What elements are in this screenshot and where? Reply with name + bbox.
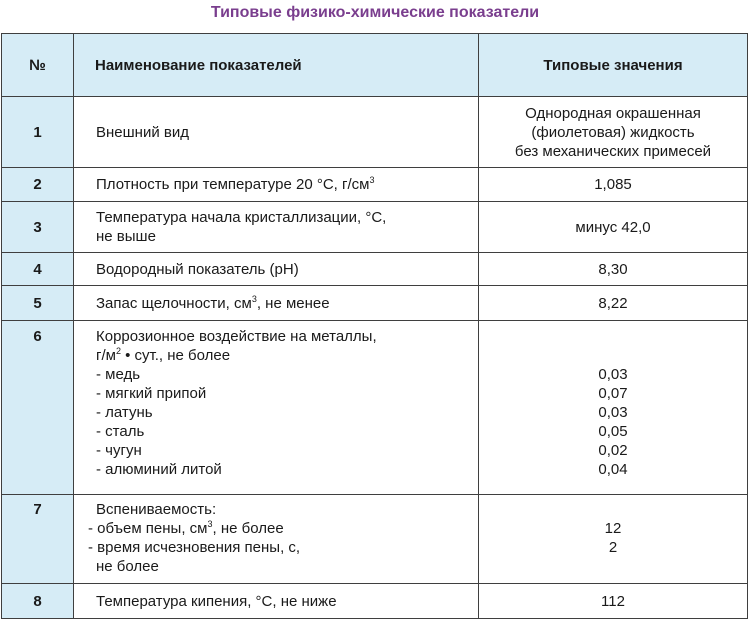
metal-item: - чугун [96, 442, 142, 459]
metal-item: - латунь [96, 404, 153, 421]
metal-item: - сталь [96, 423, 145, 440]
row-value: 112 [479, 584, 748, 619]
table-row [2, 202, 748, 253]
table-row [2, 168, 748, 202]
row-name: Плотность при температуре 20 °С, $г/см^3$ [74, 168, 479, 202]
metal-item: - мягкий припой [96, 385, 207, 402]
row-value: 0,03 0,07 0,03 0,05 0,02 0,04 [479, 321, 748, 495]
row-name: Внешний вид [74, 97, 479, 168]
metal-item: - алюминий литой [96, 461, 222, 478]
row-value: 12 2 [479, 495, 748, 584]
row-value: 8,22 [479, 286, 748, 321]
header-value: Типовые значения [479, 34, 748, 97]
row-number: 2 [2, 168, 74, 202]
row-name: Запас щелочности, $см^3$, не менее [74, 286, 479, 321]
row-number: 8 [2, 584, 74, 619]
row-name: Водородный показатель (рН) [74, 253, 479, 286]
table-row [2, 253, 748, 286]
row-value: 1,085 [479, 168, 748, 202]
row-value: Однородная окрашенная (фиолетовая) жидкость без механических примесей [479, 97, 748, 168]
row-name: Температура начала кристаллизации, °С, не выше [74, 202, 479, 253]
table-row [2, 97, 748, 168]
table-row [2, 286, 748, 321]
table-row [2, 584, 748, 619]
header-name: Наименование показателей [74, 34, 479, 97]
header-number: № [2, 34, 74, 97]
metal-item: - медь [96, 366, 141, 383]
row-value: минус 42,0 [479, 202, 748, 253]
table-header-row [2, 34, 748, 97]
row-name: Коррозионное воздействие на металлы, $г/м^2$ • сут., не более - медь - мягкий припой - латунь - сталь - чугун - алюминий литой [74, 321, 479, 495]
row-number: 7 [2, 495, 74, 584]
table-row [2, 321, 748, 495]
row-number: 3 [2, 202, 74, 253]
properties-table [1, 33, 748, 619]
row-number: 1 [2, 97, 74, 168]
row-name: Вспениваемость: - объем пены, $см^3$, не более - время исчезновения пены, с, не более [74, 495, 479, 584]
page-title: Типовые физико-химические показатели [210, 4, 540, 21]
row-number: 5 [2, 286, 74, 321]
row-number: 6 [2, 321, 74, 495]
row-value: 8,30 [479, 253, 748, 286]
row-number: 4 [2, 253, 74, 286]
row-name: Температура кипения, °С, не ниже [74, 584, 479, 619]
table-row [2, 495, 748, 584]
